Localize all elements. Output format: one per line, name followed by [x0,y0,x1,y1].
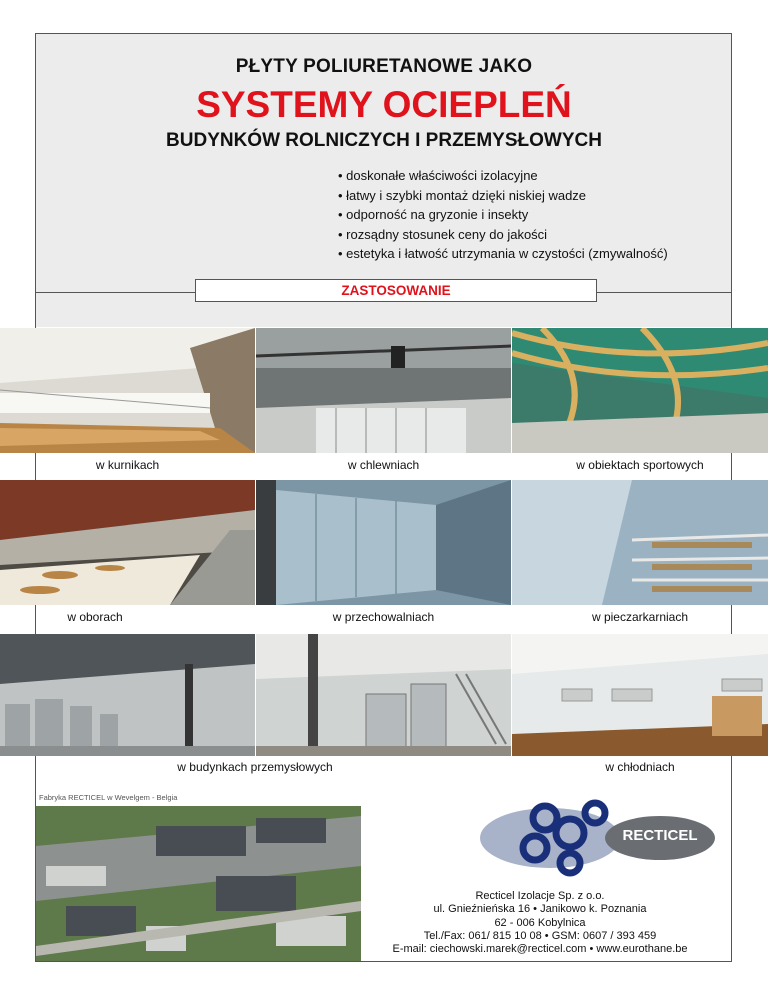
feature-item: • łatwy i szybki montaż dzięki niskiej wadze [338,186,668,206]
photo-obory [0,480,255,605]
photo-kurniki [0,328,255,453]
city: 62 - 006 Kobylnica [494,916,586,929]
caption-przemysl: w budynkach przemysłowych [177,760,333,774]
recticel-logo [470,778,730,886]
features-list [338,166,668,264]
headline-line1: PŁYTY POLIURETANOWE JAKO [235,56,533,77]
headline-line3: BUDYNKÓW ROLNICZYCH I PRZEMYSŁOWYCH [166,130,602,151]
phone: Tel./Fax: 061/ 815 10 08 • GSM: 0607 / 393 459 [423,929,657,942]
photo-chlewnie [256,328,511,453]
section-title: ZASTOSOWANIE [195,279,597,302]
feature-item: • odporność na gryzonie i insekty [338,205,668,225]
photo-przemysl [0,634,255,756]
photo-sport [512,328,768,453]
email-web[interactable]: E-mail: ciechowski.marek@recticel.com • www.eurothane.be [392,943,688,956]
logo-text: RECTICEL [622,827,698,844]
caption-pieczarkarnie: w pieczarkarniach [591,610,689,624]
caption-obory: w oborach [67,610,123,624]
caption-kurniki: w kurnikach [95,458,160,472]
aerial-photo [36,806,361,961]
photo-przechowalnie [256,480,511,605]
headline-main: SYSTEMY OCIEPLEŃ [196,84,572,125]
company-name: Recticel Izolacje Sp. z o.o. [475,890,605,902]
photo-chlodnie [512,634,768,756]
feature-item: • doskonałe właściwości izolacyjne [338,166,668,186]
feature-item: • estetyka i łatwość utrzymania w czystości (zmywalność) [338,244,668,264]
address: ul. Gnieźnieńska 16 • Janikowo k. Poznania [433,903,647,916]
contact-block [360,890,720,956]
feature-item: • rozsądny stosunek ceny do jakości [338,225,668,245]
photo-przemysl-2 [256,634,511,756]
caption-przechowalnie: w przechowalniach [332,610,435,624]
caption-sport: w obiektach sportowych [576,458,704,472]
caption-chlodnie: w chłodniach [605,760,675,774]
caption-chlewnie: w chlewniach [347,458,420,472]
aerial-caption: Fabryka RECTICEL w Wevelgem - Belgia [39,793,178,802]
photo-pieczarkarnie [512,480,768,605]
